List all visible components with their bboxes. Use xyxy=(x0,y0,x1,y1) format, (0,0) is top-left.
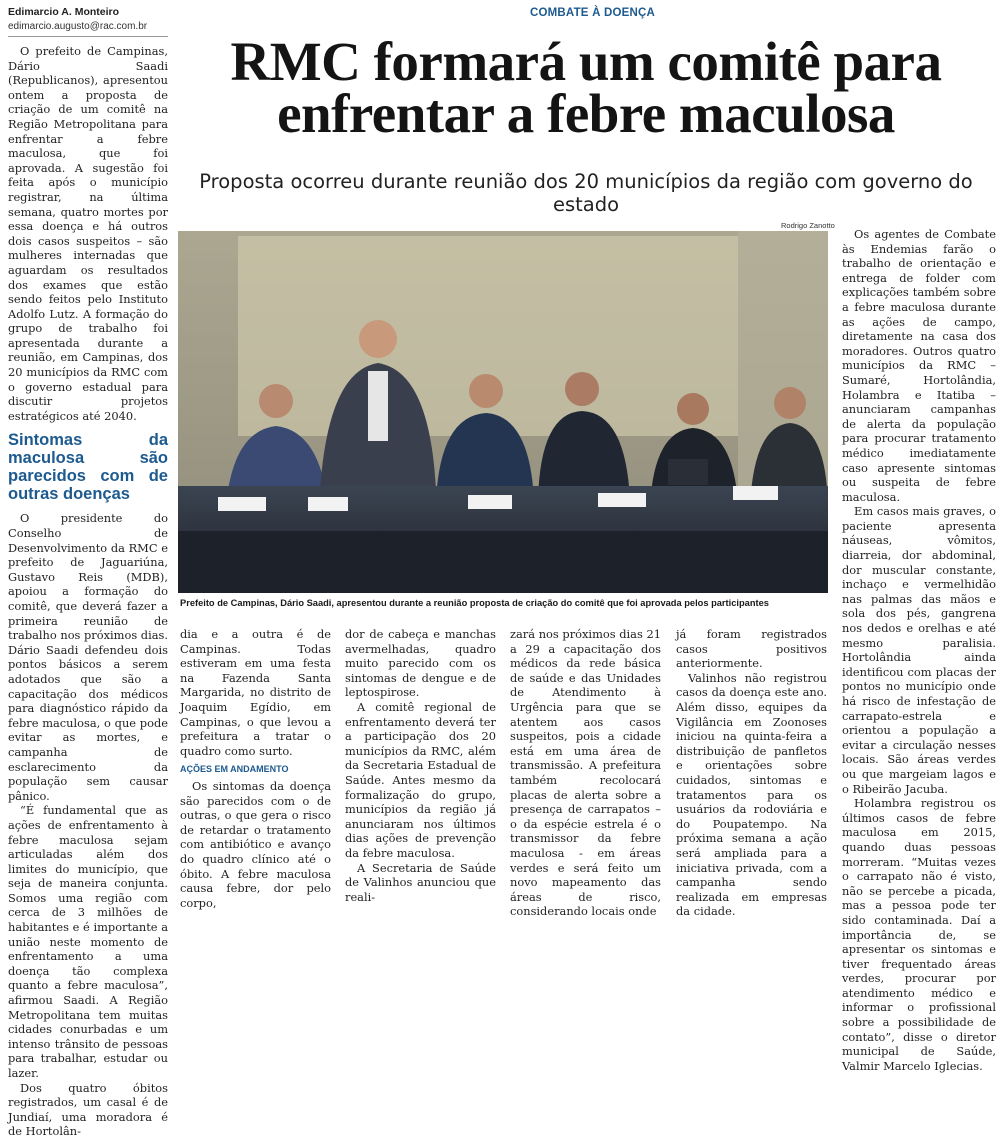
article-column-6 xyxy=(842,227,996,1073)
paragraph: O prefeito de Campinas, Dário Saadi (Republicanos), apresentou ontem a proposta de criação de um comitê na Região Metropolitana para enfrentar a febre maculosa, que foi aprovada. A sugestão foi feita após o município registrar, na última semana, quatro mortes por essa doença e há outros dois casos suspeitos – são mulheres internadas que aguardam os resultados dos exames que estão sendo feitos pelo Instituto Adolfo Lutz. A formação do grupo de trabalho foi apresentada durante a reunião, em Campinas, dos 20 municípios da RMC com o governo estadual para discutir projetos estratégicos até 2040. xyxy=(8,44,168,423)
paragraph: Em casos mais graves, o paciente apresenta náuseas, vômitos, diarreia, dor abdominal, dor muscular constante, inchaço e vermelhidão nas palmas das mãos e sola dos pés, gangrena nos dedos e orelhas e até mesmo paralisia. Hortolândia ainda identificou com placas der pontos no município onde há risco de infestação de carrapato-estrela e orientou a população a evitar a circulação nesses locais. São áreas verdes ou que margeiam lagos e o Ribeirão Jacuba. xyxy=(842,504,996,796)
paragraph: Holambra registrou os últimos casos de febre maculosa em 2015, quando duas pessoas morreram. “Muitas vezes o carrapato não é visto, não se percebe a picada, mas a pessoa pode ter sido contaminada. Daí a importância de, se apresentar os sintomas e tiver frequentado áreas verdes, procurar por atendimento médico e informar o profissional sobre a possibilidade de contato”, disse o diretor municipal de Saúde, Valmir Marcelo Iglecias. xyxy=(842,796,996,1073)
headline-line-1: RMC formará um comitê para xyxy=(230,31,942,92)
article-column-2 xyxy=(180,627,331,910)
article-column-1 xyxy=(8,44,168,1139)
paragraph: Valinhos não registrou casos da doença este ano. Além disso, equipes da Vigilância em Zoonoses iniciou na quinta-feira a distribuição de panfletos e orientações sobre cuidados, sintomas e tratamentos para os usuários da rodoviária e do Poupatempo. Na próxima semana a ação será ampliada para a iniciativa privada, com a campanha sendo realizada em empresas da cidade. xyxy=(676,670,827,919)
subheadline: Proposta ocorreu durante reunião dos 20 municípios da região com governo do estado xyxy=(199,170,973,216)
paragraph: Os agentes de Combate às Endemias farão o trabalho de orientação e entrega de folder com explicações também sobre a febre maculosa durante as ações de campo, diretamente na casa dos moradores. Outros quatro municípios da RMC – Sumaré, Hortolândia, Holambra e Itatiba – anunciaram campanhas de alerta da população para procurar tratamento médico imediatamente caso apresente sintomas ou suspeita de febre maculosa. xyxy=(842,227,996,504)
byline-author: Edimarcio A. Monteiro xyxy=(8,6,120,18)
paragraph: A Secretaria de Saúde de Valinhos anunciou que reali- xyxy=(345,860,496,904)
paragraph: A comitê regional de enfrentamento deverá ter a participação dos 20 municípios da RMC, além da Secretaria Estadual de Saúde. Antes mesmo da formalização do grupo, municípios da região já anunciaram nos últimos dias ações de prevenção da febre maculosa. xyxy=(345,699,496,860)
paragraph: já foram registrados casos positivos anteriormente. xyxy=(676,627,827,671)
paragraph: “É fundamental que as ações de enfrentamento à febre maculosa sejam articuladas além dos limites do município, que seja de maneira conjunta. Somos uma região com cerca de 3 milhões de habitantes e é importante a união neste momento de enfrentamento a uma doença tão complexa quanto a febre maculosa”, afirmou Saadi. A Região Metropolitana tem muitas cidades conurbadas e um intenso trânsito de pessoas para trabalhar, estudar ou lazer. xyxy=(8,803,168,1080)
byline-divider xyxy=(8,36,168,37)
photo-credit: Rodrigo Zanotto xyxy=(781,221,835,230)
meeting-photo-illustration xyxy=(178,231,828,593)
intertitle: Sintomas da maculosa são parecidos com de outras doenças xyxy=(8,431,168,504)
paragraph: O presidente do Conselho de Desenvolvimento da RMC e prefeito de Jaguariúna, Gustavo Reis (MDB), apoiou a formação do comitê, que deverá fazer a primeira reunião de trabalho nos próximos dias. Dário Saadi defendeu dois pontos básicos a serem adotados que são a capacitação dos médicos para diagnóstico rápido da febre maculosa, o que pode evitar as mortes, e campanha de esclarecimento da população sem causar pânico. xyxy=(8,511,168,803)
article-photo xyxy=(178,231,828,593)
article-column-4 xyxy=(510,627,661,919)
paragraph: dor de cabeça e manchas avermelhadas, quadro muito parecido com os sintomas de dengue e de leptospirose. xyxy=(345,627,496,700)
headline xyxy=(178,31,994,144)
article-column-3 xyxy=(345,627,496,904)
section-kicker: COMBATE À DOENÇA xyxy=(530,7,656,19)
paragraph: dia e a outra é de Campinas. Todas estiveram em uma festa na Fazenda Santa Margarida, no distrito de Joaquim Egídio, em Campinas, o que levou a prefeitura a tratar o quadro como surto. xyxy=(180,627,331,758)
headline-line-2: enfrentar a febre maculosa xyxy=(277,83,895,144)
byline-email: edimarcio.augusto@rac.com.br xyxy=(8,21,148,32)
photo-caption: Prefeito de Campinas, Dário Saadi, apresentou durante a reunião proposta de criação do comitê que foi aprovada pelos participantes xyxy=(180,598,769,608)
paragraph: zará nos próximos dias 21 a 29 a capacitação dos médicos da rede básica de saúde e das Unidades de Atendimento à Urgência para que se atentem aos casos suspeitos, pois a cidade está em uma área de transmissão. A prefeitura também recolocará placas de alerta sobre a presença de carrapatos – o da espécie estrela é o transmissor da febre maculosa - em áreas verdes e será feito um novo mapeamento das áreas de risco, considerando locais onde xyxy=(510,627,661,919)
minihead: AÇÕES EM ANDAMENTO xyxy=(180,764,289,775)
article-column-5 xyxy=(676,627,827,919)
paragraph: Os sintomas da doença são parecidos com o de outras, o que gera o risco de retardar o tratamento com antibiótico e avanço do quadro clínico até o óbito. A febre maculosa causa febre, dor pelo corpo, xyxy=(180,778,331,910)
paragraph: Dos quatro óbitos registrados, um casal é de Jundiaí, uma moradora é de Hortolân- xyxy=(8,1080,168,1139)
